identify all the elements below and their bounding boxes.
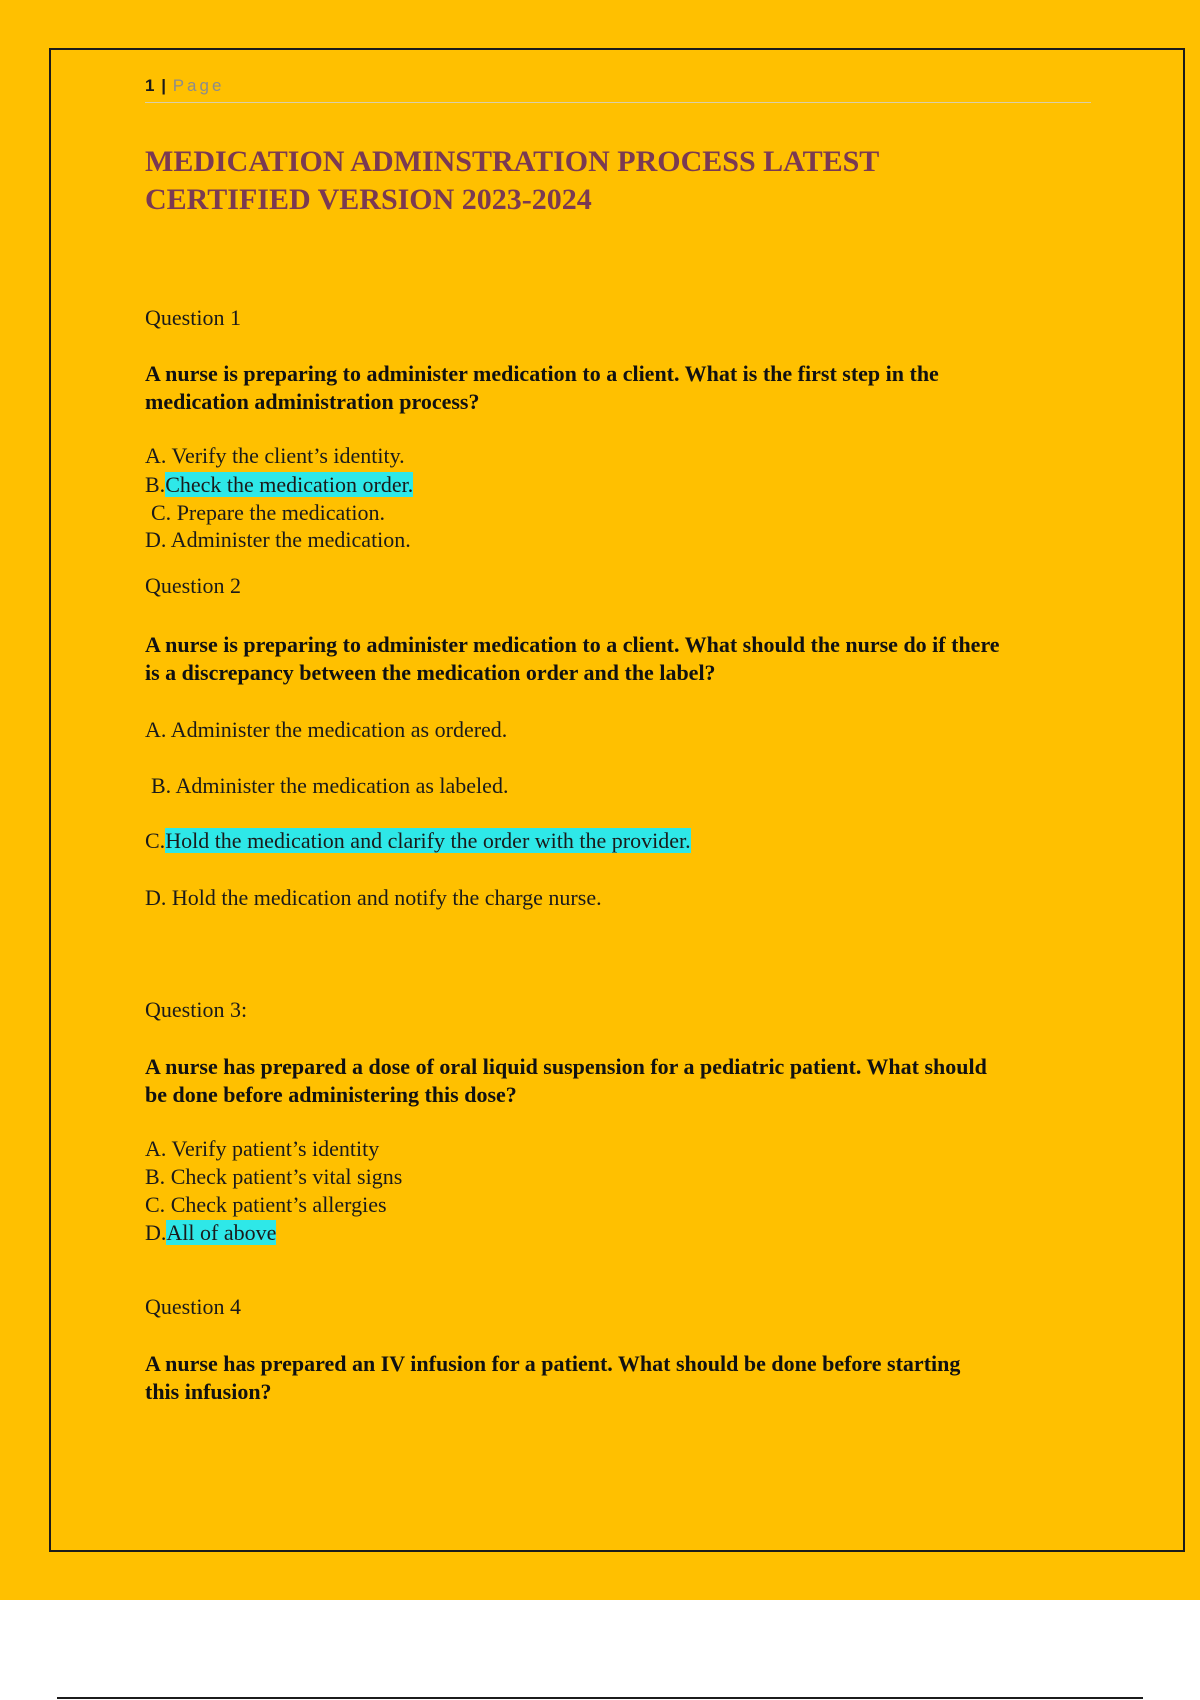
question-2-line-1: A nurse is preparing to administer medication to a client. What should the nurse do if there [145,632,1000,657]
option-letter: C. [145,1192,166,1217]
option-letter: B. [145,472,166,497]
page-number: 1 [145,76,155,95]
option-text: Administer the medication as ordered. [170,717,508,742]
option-text: Administer the medication as labeled. [175,773,509,798]
document-title [145,143,1045,219]
question-1-option-d [145,526,411,554]
option-text-highlighted-answer: Hold the medication and clarify the order with the provider. [165,828,691,853]
question-1-option-c [151,499,385,527]
question-2-option-c [145,827,691,855]
question-1-option-a [145,442,405,470]
option-letter: A. [145,443,167,468]
question-3-option-b [145,1163,402,1191]
question-3-option-d [145,1219,276,1247]
question-4-line-1: A nurse has prepared an IV infusion for a patient. What should be done before starting [145,1351,961,1376]
question-3-text [145,1053,1095,1109]
page-separator: | [161,76,166,95]
footer-divider [57,1697,1143,1699]
option-text: Administer the medication. [170,527,411,552]
question-1-text [145,360,1095,416]
option-text: Prepare the medication. [176,500,385,525]
option-letter: D. [145,885,167,910]
option-text: Check patient’s vital signs [170,1164,403,1189]
page-header [145,74,1091,103]
option-letter: A. [145,717,167,742]
question-2-label: Question 2 [145,573,241,598]
question-2-option-b [151,772,508,800]
question-2-line-2: is a discrepancy between the medication order and the label? [145,660,716,685]
question-1-line-2: medication administration process? [145,389,480,414]
option-letter: D. [145,1220,167,1245]
option-text: Hold the medication and notify the charge nurse. [171,885,602,910]
question-3-line-2: be done before administering this dose? [145,1082,517,1107]
title-line-2: CERTIFIED VERSION 2023-2024 [145,183,592,216]
question-3-option-c [145,1191,387,1219]
option-letter: D. [145,527,167,552]
option-text-highlighted-answer: All of above [166,1220,277,1245]
question-3-label: Question 3: [145,997,248,1022]
question-2-option-d [145,884,602,912]
option-letter: A. [145,1136,167,1161]
option-letter: B. [145,1164,166,1189]
question-4-text [145,1350,1095,1406]
option-text-highlighted-answer: Check the medication order. [165,472,414,497]
question-4-label: Question 4 [145,1294,241,1319]
question-1-option-b [145,471,413,499]
option-text: Check patient’s allergies [170,1192,387,1217]
page-border [49,48,1185,1552]
question-2-text [145,631,1095,687]
option-letter: C. [151,500,172,525]
question-3-line-1: A nurse has prepared a dose of oral liquid suspension for a pediatric patient. What should [145,1054,987,1079]
option-text: Verify patient’s identity [171,1136,380,1161]
title-line-1: MEDICATION ADMINSTRATION PROCESS LATEST [145,145,880,178]
option-letter: B. [151,773,172,798]
option-text: Verify the client’s identity. [171,443,405,468]
question-4-line-2: this infusion? [145,1379,272,1404]
question-3-option-a [145,1135,379,1163]
option-letter: C. [145,828,166,853]
question-2-option-a [145,716,507,744]
question-1-line-1: A nurse is preparing to administer medication to a client. What is the first step in the [145,361,939,386]
page-label: Page [172,76,225,95]
question-1-label: Question 1 [145,305,241,330]
